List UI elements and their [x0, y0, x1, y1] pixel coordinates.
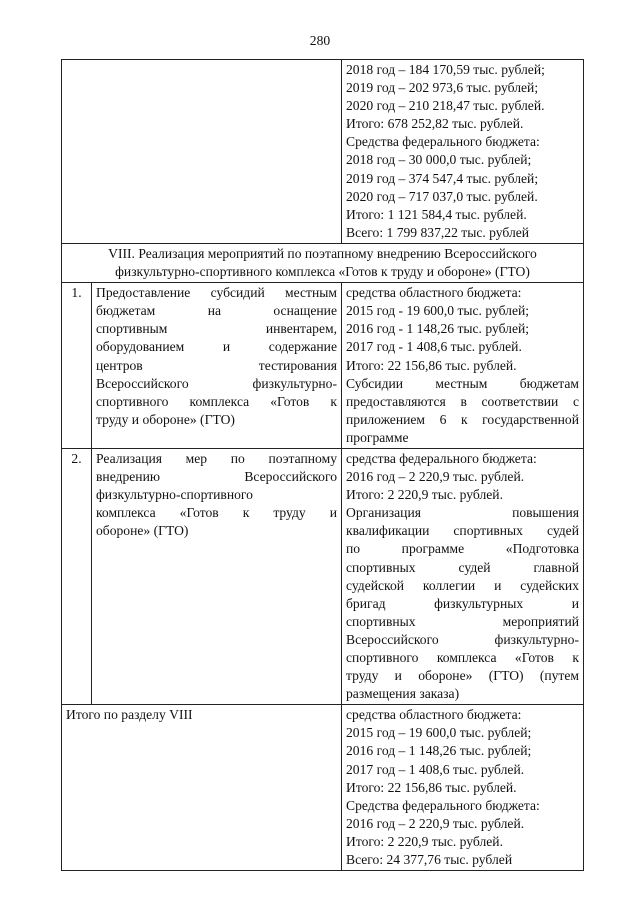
funding-cell	[342, 448, 584, 704]
funding-line: Всего: 1 799 837,22 тыс. рублей	[346, 224, 530, 240]
funding-line: судейской коллегии и судейских	[346, 577, 579, 593]
table-row	[62, 448, 584, 704]
funding-line: средства областного бюджета:	[346, 707, 522, 723]
funding-line: 2020 год – 717 037,0 тыс. рублей.	[346, 188, 538, 204]
funding-line: 2016 год – 1 148,26 тыс. рублей;	[346, 743, 532, 759]
section-heading	[62, 243, 584, 282]
activity-line: Предоставление субсидий местным	[96, 285, 337, 301]
funding-line: труду и обороне» (ГТО) (путем	[346, 668, 579, 684]
funding-line: Всего: 24 377,76 тыс. рублей	[346, 852, 513, 868]
funding-line: Итого: 22 156,86 тыс. рублей.	[346, 779, 517, 795]
section-heading-line: VIII. Реализация мероприятий по поэтапному внедрению Всероссийского	[108, 245, 537, 261]
activity-line: спортивным инвентарем,	[96, 321, 337, 337]
row-number: 1.	[62, 283, 92, 449]
funding-line: квалификации спортивных судей	[346, 523, 579, 539]
funding-line: 2019 год – 374 547,4 тыс. рублей;	[346, 170, 539, 186]
activity-line: внедрению Всероссийского	[96, 469, 337, 485]
activity-cell	[92, 283, 342, 449]
activity-line: комплекса «Готов к труду и	[96, 505, 337, 521]
funding-line: 2016 год – 2 220,9 тыс. рублей.	[346, 815, 525, 831]
funding-line: Субсидии местным бюджетам	[346, 375, 579, 391]
funding-line: спортивного комплекса «Готов к	[346, 650, 579, 665]
funding-line: средства областного бюджета:	[346, 285, 522, 301]
funding-line: средства федерального бюджета:	[346, 450, 537, 466]
funding-line: спортивных судей главной	[346, 559, 579, 575]
funding-line: бригад физкультурных и	[346, 595, 579, 611]
activity-line: Всероссийского физкультурно-	[96, 375, 337, 391]
funding-line: размещения заказа)	[346, 686, 460, 702]
funding-line: 2018 год – 184 170,59 тыс. рублей;	[346, 62, 545, 77]
total-row	[62, 705, 584, 871]
activity-line: труду и обороне» (ГТО)	[96, 411, 235, 427]
section-heading-line: физкультурно-спортивного комплекса «Готов к труду и обороне» (ГТО)	[115, 264, 530, 280]
funding-line: программе	[346, 429, 409, 445]
program-table	[61, 59, 584, 871]
total-label: Итого по разделу VIII	[62, 705, 342, 871]
funding-line: Итого: 22 156,86 тыс. рублей.	[346, 357, 517, 373]
funding-line: 2017 год – 1 408,6 тыс. рублей.	[346, 761, 525, 777]
funding-line: Всероссийского физкультурно-	[346, 631, 579, 647]
funding-line: Итого: 2 220,9 тыс. рублей.	[346, 487, 503, 503]
funding-line: Организация повышения	[346, 505, 579, 521]
activity-line: оборудованием и содержание	[96, 339, 337, 355]
activity-line: бюджетам на оснащение	[96, 303, 337, 319]
activity-line: Реализация мер по поэтапному	[96, 450, 337, 466]
funding-cell	[342, 283, 584, 449]
activity-line: обороне» (ГТО)	[96, 523, 189, 539]
funding-line: Средства федерального бюджета:	[346, 797, 540, 813]
funding-line: Итого: 678 252,82 тыс. рублей.	[346, 116, 524, 132]
activity-line: центров тестирования	[96, 357, 337, 373]
total-funding-cell	[342, 705, 584, 871]
funding-line: предоставляются в соответствии с	[346, 393, 579, 409]
funding-line: 2020 год – 210 218,47 тыс. рублей.	[346, 98, 545, 114]
page-number: 280	[309, 33, 331, 48]
funding-line: 2015 год – 19 600,0 тыс. рублей;	[346, 725, 532, 741]
funding-line: Итого: 2 220,9 тыс. рублей.	[346, 833, 503, 849]
funding-line: 2018 год – 30 000,0 тыс. рублей;	[346, 152, 532, 168]
section-heading-row	[62, 243, 584, 282]
row-number: 2.	[62, 448, 92, 704]
funding-line: 2017 год - 1 408,6 тыс. рублей.	[346, 339, 522, 355]
continuation-row	[62, 60, 584, 244]
funding-line: по программе «Подготовка	[346, 541, 579, 557]
funding-line: 2016 год – 2 220,9 тыс. рублей.	[346, 469, 525, 485]
funding-line: 2016 год - 1 148,26 тыс. рублей;	[346, 321, 530, 337]
table-row	[62, 283, 584, 449]
continuation-funding-cell	[342, 60, 584, 244]
activity-line: физкультурно-спортивного	[96, 487, 253, 503]
funding-line: приложением 6 к государственной	[346, 411, 579, 427]
funding-line: 2019 год – 202 973,6 тыс. рублей;	[346, 80, 539, 96]
funding-line: 2015 год - 19 600,0 тыс. рублей;	[346, 303, 530, 319]
funding-line: Средства федерального бюджета:	[346, 134, 540, 150]
funding-line: спортивных мероприятий	[346, 613, 579, 629]
activity-line: спортивного комплекса «Готов к	[96, 393, 337, 409]
funding-line: Итого: 1 121 584,4 тыс. рублей.	[346, 206, 527, 222]
activity-cell	[92, 448, 342, 704]
continuation-empty-cell	[62, 60, 342, 244]
